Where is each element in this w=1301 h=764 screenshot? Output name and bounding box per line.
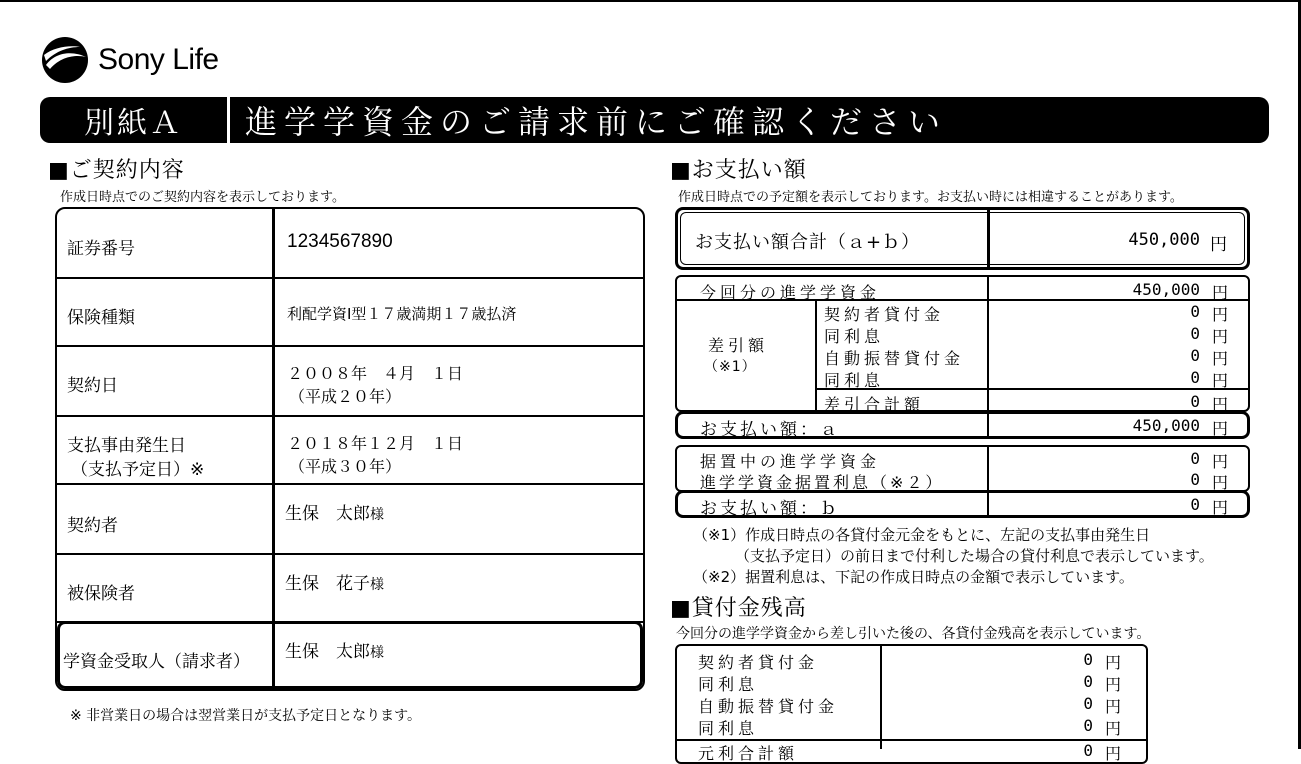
contract-table-divider: [272, 207, 275, 691]
payment-b-unit: 円: [1212, 498, 1233, 517]
deduction-interest-value: 0: [1190, 324, 1200, 343]
payment-b-value: 0: [1190, 495, 1200, 514]
insurance-type-value: 利配学資Ⅰ型１７歳満期１７歳払済: [287, 305, 517, 323]
payment-note-2: （支払予定日）の前日まで付利した場合の貸付利息で表示しています。: [735, 547, 1214, 565]
table-row-divider: [57, 415, 643, 417]
total-divider: [987, 210, 990, 267]
loan-policy-loan-label: 契約者貸付金: [698, 653, 819, 672]
deferred-interest-value: 0: [1190, 470, 1200, 489]
deduction-interest-unit: 円: [1212, 327, 1233, 346]
deduction-total-unit: 円: [1212, 395, 1233, 414]
contract-footnote: ※ 非営業日の場合は翌営業日が支払予定日となります。: [70, 708, 422, 724]
deduction-interest-label: 同利息: [824, 327, 885, 346]
insured-value: 生保 花子様: [285, 574, 384, 594]
beneficiary-value: 生保 太郎様: [285, 642, 384, 662]
beneficiary-highlight-box: [57, 621, 643, 689]
deduction-auto-loan-value: 0: [1190, 346, 1200, 365]
deferred-amount-unit: 円: [1212, 452, 1233, 471]
payment-b-divider: [987, 492, 989, 516]
page-frame-top: [0, 0, 1301, 2]
loan-total-value: 0: [1083, 741, 1093, 760]
deduction-total-value: 0: [1190, 392, 1200, 411]
loan-auto-loan-unit: 円: [1105, 697, 1126, 716]
brand-logo: [40, 34, 219, 86]
loan-interest-value: 0: [1083, 672, 1093, 691]
loan-auto-interest-unit: 円: [1105, 719, 1126, 738]
deferred-interest-label: 進学学資金据置利息（※２）: [700, 473, 945, 492]
policyholder-value: 生保 太郎様: [285, 504, 384, 524]
payment-event-date-label-sub: （支払予定日）※: [71, 460, 205, 480]
total-payment-unit: 円: [1210, 235, 1231, 255]
loan-auto-loan-value: 0: [1083, 694, 1093, 713]
payment-a-value: 450,000: [1132, 416, 1200, 435]
deduction-note: （※1）: [704, 359, 757, 375]
payment-heading: ■お支払い額: [670, 158, 807, 183]
payment-a-label: お支払い額：ａ: [700, 420, 840, 440]
loan-total-unit: 円: [1105, 744, 1126, 763]
banner-tag: 別紙Ａ: [84, 106, 183, 141]
policy-number-value: 1234567890: [287, 231, 393, 252]
contract-date-label: 契約日: [67, 376, 118, 396]
payment-b-label: お支払い額：ｂ: [700, 499, 840, 519]
payment-note: 作成日時点での予定額を表示しております。お支払い時には相違することがあります。: [678, 190, 1183, 205]
loan-balance-note: 今回分の進学学資金から差し引いた後の、各貸付金残高を表示しています。: [676, 626, 1151, 642]
deduction-auto-loan-unit: 円: [1212, 349, 1233, 368]
deduction-auto-interest-unit: 円: [1212, 371, 1233, 390]
contract-table: [55, 207, 645, 691]
loan-policy-loan-value: 0: [1083, 650, 1093, 669]
payment-note-3: （※2）据置利息は、下記の作成日時点の金額で表示しています。: [693, 568, 1134, 586]
banner-divider: [227, 97, 230, 143]
contract-date-era: （平成２０年）: [289, 387, 402, 406]
loan-balance-heading: ■貸付金残高: [670, 596, 807, 621]
insured-label: 被保険者: [67, 584, 135, 604]
deferred-interest-unit: 円: [1212, 473, 1233, 492]
current-amount-label: 今回分の進学学資金: [700, 283, 881, 302]
loan-interest-unit: 円: [1105, 675, 1126, 694]
policyholder-label: 契約者: [67, 516, 118, 536]
loan-interest-label: 同利息: [698, 675, 759, 694]
payment-note-1: （※1）作成日時点の各貸付金元金をもとに、左記の支払事由発生日: [693, 526, 1151, 544]
current-amount-unit: 円: [1212, 283, 1233, 302]
loan-auto-interest-label: 同利息: [698, 719, 759, 738]
policy-number-label: 証券番号: [67, 239, 135, 259]
payment-a-unit: 円: [1212, 419, 1233, 438]
table-row-divider: [57, 277, 643, 279]
deduction-auto-interest-value: 0: [1190, 368, 1200, 387]
deduction-total-label: 差引合計額: [824, 395, 925, 414]
current-amount-value: 450,000: [1132, 280, 1200, 299]
contract-note: 作成日時点でのご契約内容を表示しております。: [60, 190, 345, 205]
banner-title: 進学学資金のご請求前にご確認ください: [245, 103, 948, 141]
deduction-policy-loan-value: 0: [1190, 302, 1200, 321]
loan-auto-loan-label: 自動振替貸付金: [698, 697, 839, 716]
total-payment-value: 450,000: [1128, 230, 1200, 250]
deduction-policy-loan-unit: 円: [1212, 305, 1233, 324]
breakdown-divider: [987, 275, 989, 412]
contract-date-value: ２００８年 ４月 １日: [287, 364, 464, 383]
table-row-divider: [57, 345, 643, 347]
sony-life-logo-icon: [40, 35, 90, 85]
payment-event-date-label: 支払事由発生日: [67, 436, 186, 456]
loan-auto-interest-value: 0: [1083, 716, 1093, 735]
deferred-amount-value: 0: [1190, 449, 1200, 468]
total-payment-label: お支払い額合計（ａ+ｂ）: [695, 232, 921, 253]
brand-name: Sony Life: [98, 43, 219, 76]
deduction-auto-loan-label: 自動振替貸付金: [824, 349, 965, 368]
deferred-amount-label: 据置中の進学学資金: [700, 452, 881, 471]
deduction-auto-interest-label: 同利息: [824, 371, 885, 390]
insurance-type-label: 保険種類: [67, 308, 135, 328]
deduction-label: 差引額: [708, 336, 769, 355]
beneficiary-label: 学資金受取人（請求者）: [63, 652, 250, 672]
loan-total-label: 元利合計額: [698, 744, 799, 763]
payment-event-date-value: ２０１８年１２月 １日: [287, 434, 464, 453]
table-row-divider: [57, 483, 643, 485]
deferred-divider: [987, 445, 989, 492]
loan-policy-loan-unit: 円: [1105, 653, 1126, 672]
table-row-divider: [57, 553, 643, 555]
deduction-divider: [815, 299, 817, 412]
loan-balance-divider: [880, 644, 882, 749]
payment-event-date-era: （平成３０年）: [289, 457, 402, 476]
deduction-policy-loan-label: 契約者貸付金: [824, 305, 945, 324]
payment-a-divider: [987, 413, 989, 437]
contract-heading: ■ご契約内容: [48, 158, 185, 183]
